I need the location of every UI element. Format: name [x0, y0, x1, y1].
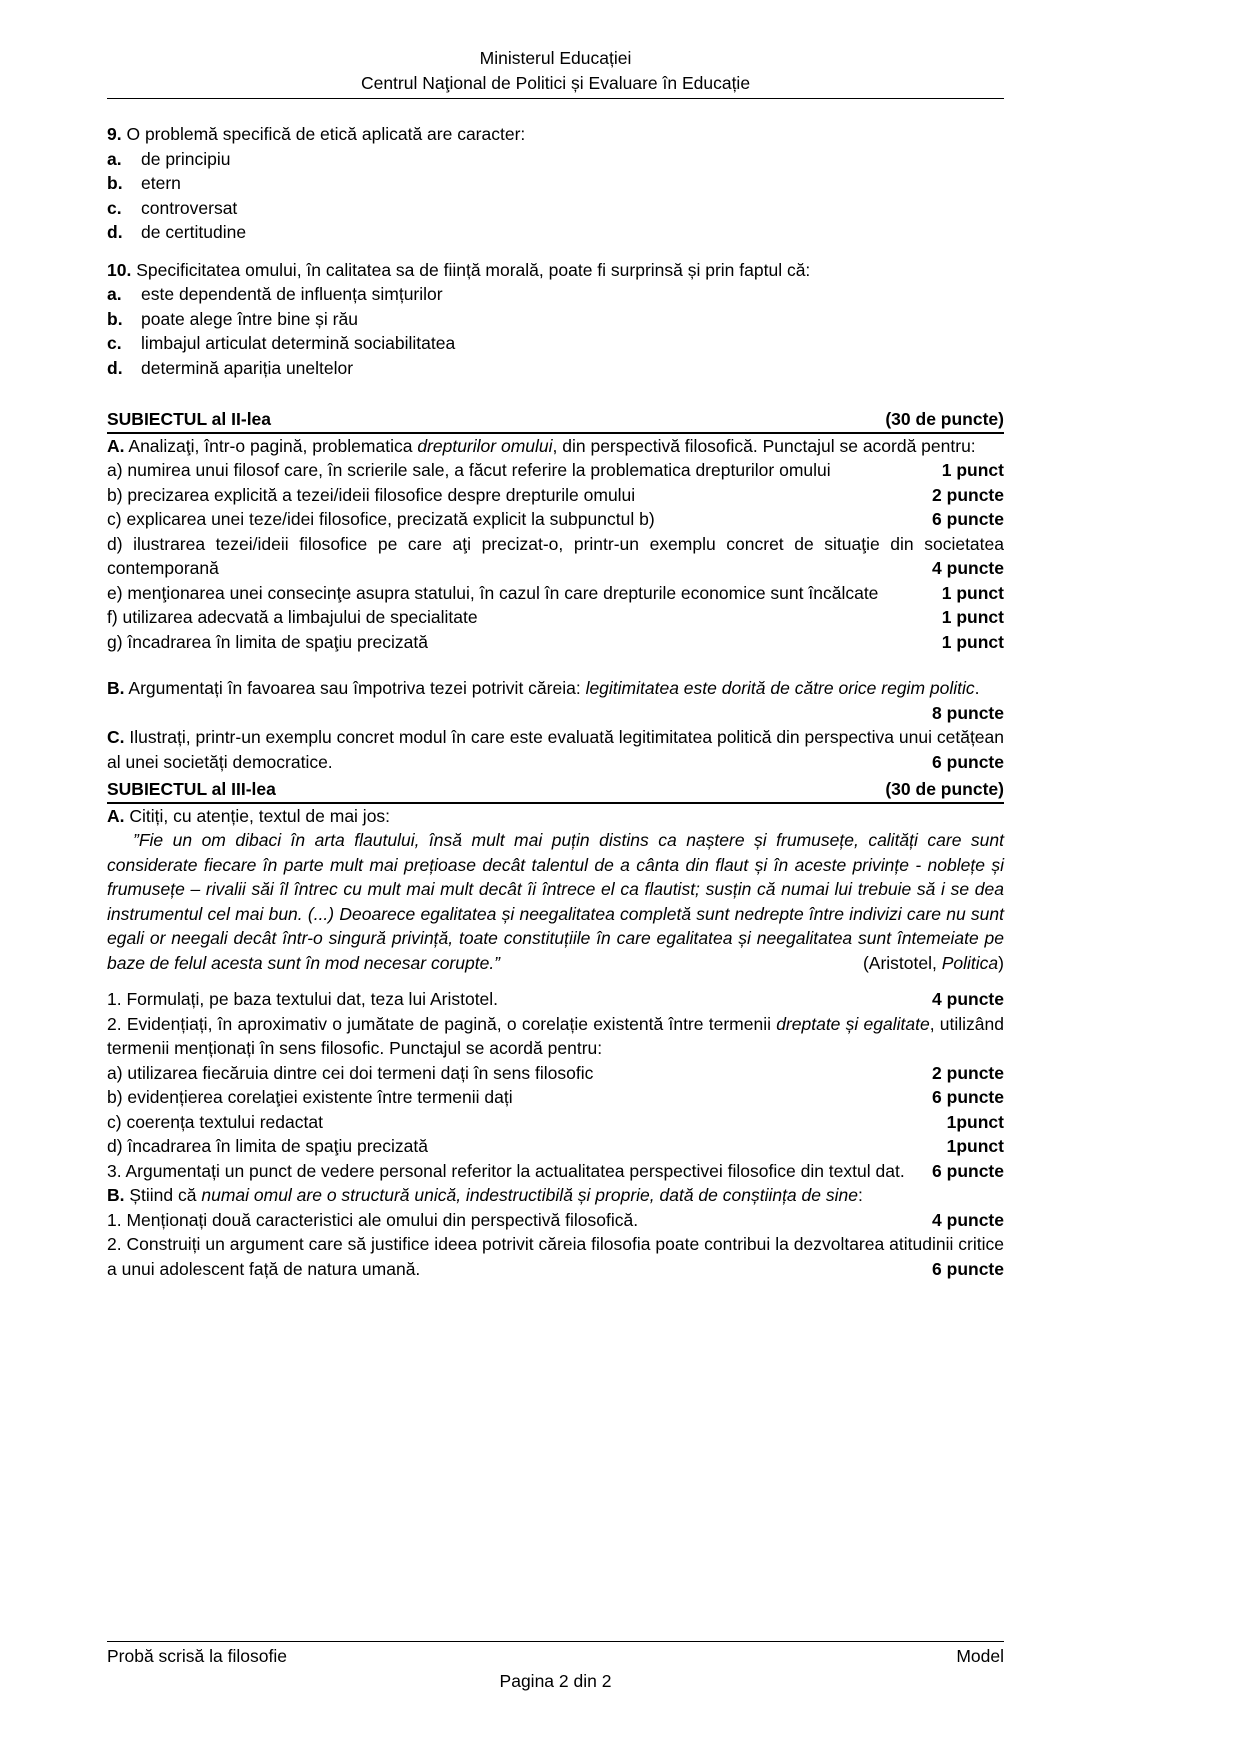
task-label: A.	[107, 805, 125, 826]
subject3-task-a	[107, 804, 1004, 829]
subject2-criterion-f	[107, 605, 1004, 630]
aristotle-quote	[107, 828, 1004, 975]
task-text: .	[974, 678, 980, 698]
task-text-italic: legitimitatea este dorită de către orice regim politic	[585, 678, 975, 698]
points-value: 6 puncte	[932, 1087, 1004, 1107]
subject3-criterion-c	[107, 1110, 1004, 1135]
subject3-b-item-2	[107, 1232, 1004, 1281]
subject2-criterion-e	[107, 581, 1004, 606]
page-footer	[107, 1641, 1004, 1693]
option-text: de principiu	[141, 148, 231, 169]
attribution-author: (Aristotel,	[862, 952, 942, 973]
points-value: 1punct	[946, 1136, 1004, 1156]
subject3-b-item-1	[107, 1208, 1004, 1233]
question-9-stem	[107, 122, 1004, 147]
item-text: , utilizând termenii menționați în sens filosofic. Punctajul se acordă pentru:	[107, 1013, 1004, 1058]
subject3-heading	[107, 777, 1004, 804]
subject2-task-c	[107, 725, 1004, 774]
item-text: 1. Formulați, pe baza textului dat, teza lui Aristotel.	[107, 989, 499, 1009]
option-text: limbajul articulat determină sociabilitatea	[141, 333, 456, 353]
subject2-criterion-d	[107, 532, 1004, 581]
points-value: 4 puncte	[932, 989, 1004, 1009]
option-letter: d.	[107, 222, 123, 242]
task-label: A.	[107, 435, 125, 456]
subject2-heading	[107, 407, 1004, 434]
points-value: 1punct	[946, 1111, 1004, 1132]
question-10-option-b	[107, 307, 1004, 332]
subject3-item-3	[107, 1159, 1004, 1184]
item-text-italic: dreptate și egalitate	[776, 1013, 930, 1034]
criterion-text: f) utilizarea adecvată a limbajului de specialitate	[107, 607, 478, 627]
points-value: 6 puncte	[932, 1160, 1004, 1181]
task-text-italic: numai omul are o structură unică, indestructibilă și proprie, dată de conștiința de sine	[201, 1185, 858, 1205]
question-10-option-a	[107, 282, 1004, 307]
task-text: Știind că	[124, 1185, 202, 1205]
page-header	[107, 46, 1004, 99]
item-text: 2. Evidențiați, în aproximativ o jumătate de pagină, o corelație existentă între termenii	[107, 1013, 777, 1034]
subject2-criterion-a	[107, 458, 1004, 483]
subject3-item-1	[107, 987, 1004, 1012]
footer-exam-name: Probă scrisă la filosofie	[107, 1646, 287, 1666]
footer-variant: Model	[956, 1646, 1004, 1666]
item-text: 3. Argumentați un punct de vedere personal referitor la actualitatea perspectivei filosofice din textul dat.	[107, 1160, 905, 1181]
footer-row	[107, 1641, 1004, 1669]
question-9-option-d	[107, 220, 1004, 245]
question-10-option-d	[107, 356, 1004, 381]
points-value: 8 puncte	[932, 702, 1004, 723]
attribution-close: )	[998, 952, 1004, 973]
attribution-work: Politica	[941, 952, 999, 973]
subject2-criterion-g	[107, 630, 1004, 655]
subject3-item-2	[107, 1012, 1004, 1061]
question-text: Specificitatea omului, în calitatea sa de ființă morală, poate fi surprinsă și prin faptul că:	[131, 259, 811, 280]
subject3-criterion-a	[107, 1061, 1004, 1086]
option-letter: a.	[107, 148, 122, 169]
task-text: Citiți, cu atenție, textul de mai jos:	[124, 805, 391, 826]
question-9-option-b	[107, 171, 1004, 196]
subject2-title: SUBIECTUL al II-lea	[107, 409, 272, 429]
task-text-italic: drepturilor omului	[417, 435, 553, 456]
points-value: 6 puncte	[932, 509, 1004, 529]
subject2-task-a	[107, 434, 1004, 459]
item-text: 1. Menționați două caracteristici ale omului din perspectivă filosofică.	[107, 1209, 639, 1230]
item-text: 2. Construiți un argument care să justifice ideea potrivit căreia filosofia poate contribui la dezvoltarea atitudinii critice a unui adolescent față de natura umană.	[107, 1234, 1004, 1279]
criterion-text: a) numirea unui filosof care, în scrierile sale, a făcut referire la problematica drepturilor omului	[107, 460, 831, 480]
option-text: este dependentă de influența simțurilor	[141, 284, 443, 304]
quote-text: ”Fie un om dibaci în arta flautului, însă mult mai puțin distins ca naștere și frumusețe, calități care sunt considerate fiecare în parte mult mai prețioase decât talentul de a cânta din flaut și în aceste privințe - noblețe și frumusețe – rivalii săi îl întrec cu mult mai mult decât îi întrece el ca flautist; susțin că numai lui trebuie să i se dea instrumentul cel mai bun. (...) Deoarece egalitatea și neegalitatea completă sunt nedrepte între indivizi care nu sunt egali or neegali decât într-o singură privință, toate constituțiile în care egalitatea și neegalitatea sunt întemeiate pe baze de felul acesta sunt în mod necesar corupte.”	[107, 830, 1004, 973]
criterion-text: g) încadrarea în limita de spaţiu precizată	[107, 631, 428, 652]
subject3-task-b	[107, 1183, 1004, 1208]
points-value: 1 punct	[941, 607, 1004, 627]
question-9-option-c	[107, 196, 1004, 221]
task-label: B.	[107, 678, 125, 698]
criterion-text: b) precizarea explicită a tezei/ideii filosofice despre drepturile omului	[107, 484, 636, 505]
task-text: Argumentați în favoarea sau împotriva tezei potrivit căreia:	[124, 678, 586, 698]
evaluation-center-name: Centrul Naţional de Politici și Evaluare în Educație	[360, 72, 751, 93]
task-text: Analizaţi, într-o pagină, problematica	[124, 435, 418, 456]
points-value: 4 puncte	[932, 558, 1004, 578]
option-letter: c.	[107, 333, 122, 353]
points-value: 2 puncte	[932, 1062, 1004, 1083]
criterion-text: c) coerența textului redactat	[107, 1111, 323, 1132]
question-10-option-c	[107, 331, 1004, 356]
question-9-option-a	[107, 147, 1004, 172]
subject3-title: SUBIECTUL al III-lea	[107, 779, 276, 799]
points-value: 1 punct	[941, 631, 1004, 652]
option-letter: c.	[107, 197, 122, 218]
option-text: de certitudine	[141, 222, 247, 242]
question-text: O problemă specifică de etică aplicată are caracter:	[121, 124, 526, 144]
task-label: B.	[107, 1185, 125, 1205]
question-10-stem	[107, 258, 1004, 283]
option-letter: b.	[107, 173, 123, 193]
task-text: Ilustrați, printr-un exemplu concret modul în care este evaluată legitimitatea politică din perspectiva unui cetățean al unei societăți democratice.	[107, 727, 1004, 772]
task-text: :	[857, 1185, 863, 1205]
question-number: 10.	[107, 259, 132, 280]
question-number: 9.	[107, 124, 122, 144]
footer-page-number: Pagina 2 din 2	[499, 1670, 612, 1691]
criterion-text: d) încadrarea în limita de spaţiu precizată	[107, 1136, 428, 1156]
option-text: poate alege între bine și rău	[141, 308, 358, 329]
question-9	[107, 122, 1004, 245]
subject3-points: (30 de puncte)	[885, 779, 1004, 799]
question-10	[107, 258, 1004, 381]
option-letter: d.	[107, 357, 123, 378]
subject3-criterion-b	[107, 1085, 1004, 1110]
criterion-text: a) utilizarea fiecăruia dintre cei doi termeni dați în sens filosofic	[107, 1062, 594, 1083]
criterion-text: d) ilustrarea tezei/ideii filosofice pe care aţi precizat-o, printr-un exemplu concret de situaţie din societatea contemporană	[107, 533, 1004, 578]
task-text: , din perspectivă filosofică. Punctajul se acordă pentru:	[552, 435, 976, 456]
ministry-name: Ministerul Educației	[479, 48, 632, 68]
criterion-text: b) evidențierea corelaţiei existente între termenii dați	[107, 1087, 513, 1107]
quote-attribution	[827, 951, 1004, 976]
task-label: C.	[107, 727, 125, 747]
points-value: 2 puncte	[932, 484, 1004, 505]
subject2-points: (30 de puncte)	[885, 409, 1004, 429]
option-text: determină apariția uneltelor	[141, 357, 354, 378]
points-value: 6 puncte	[932, 1258, 1004, 1279]
points-value: 4 puncte	[932, 1209, 1004, 1230]
criterion-text: e) menţionarea unei consecinţe asupra statului, în cazul în care drepturile economice sunt încălcate	[107, 582, 879, 603]
subject2-criterion-b	[107, 483, 1004, 508]
subject2-criterion-c	[107, 507, 1004, 532]
points-value: 6 puncte	[932, 751, 1004, 772]
subject3-criterion-d	[107, 1134, 1004, 1159]
points-value: 1 punct	[941, 460, 1004, 480]
option-letter: a.	[107, 284, 122, 304]
option-letter: b.	[107, 308, 123, 329]
option-text: etern	[141, 173, 181, 193]
points-value: 1 punct	[941, 582, 1004, 603]
criterion-text: c) explicarea unei teze/idei filosofice, precizată explicit la subpunctul b)	[107, 509, 655, 529]
option-text: controversat	[141, 197, 238, 218]
subject2-task-b	[107, 676, 1004, 725]
